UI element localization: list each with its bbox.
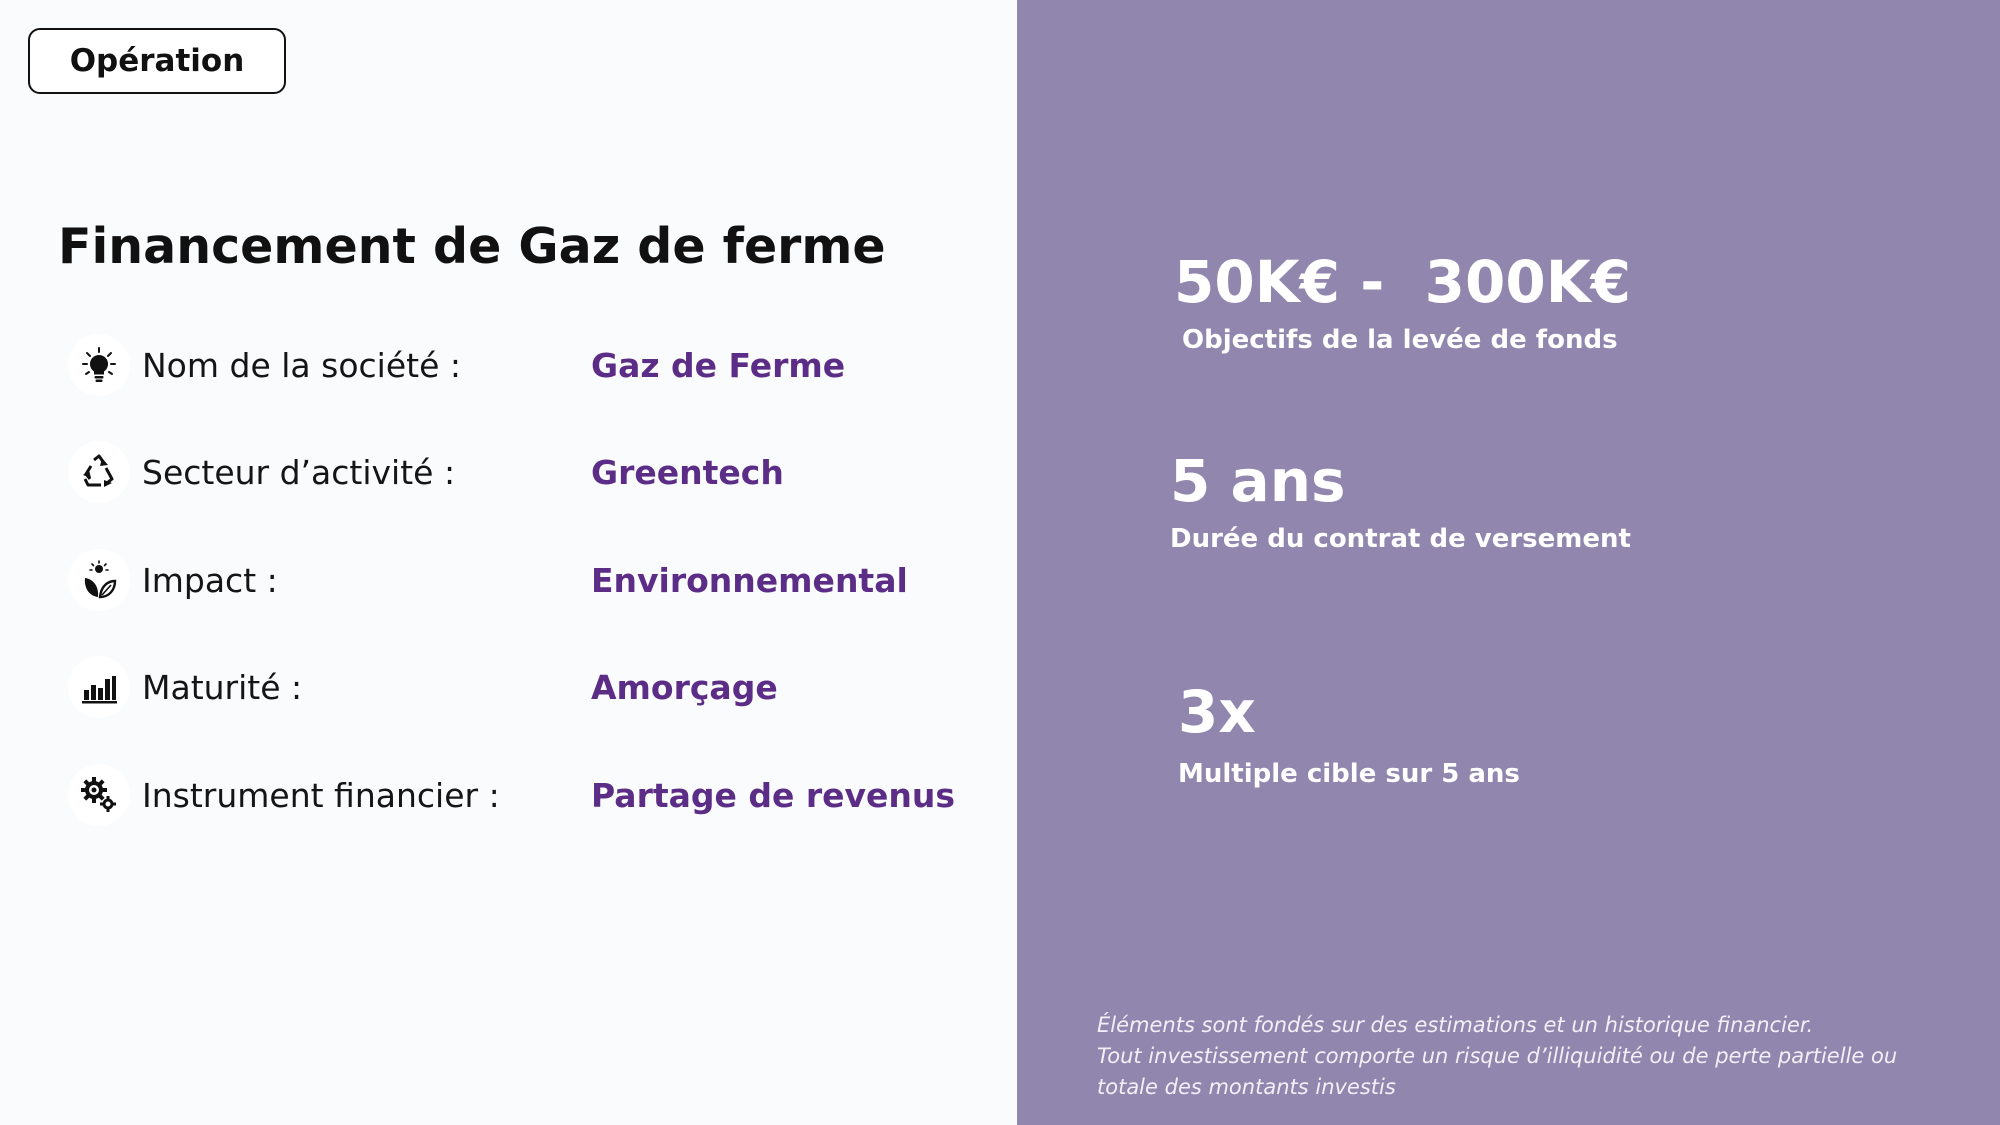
metric-value: 50K€ - 300K€ [1174,248,1632,316]
row-label: Impact : [142,561,278,600]
info-row-maturity [68,656,968,720]
info-row-instrument [68,764,968,828]
metric-caption: Durée du contrat de versement [1170,524,1631,554]
disclaimer-line: Éléments sont fondés sur des estimations et un historique financier. [1097,1013,1814,1037]
lightbulb-icon [68,334,130,396]
disclaimer-line: totale des montants investis [1097,1075,1396,1099]
disclaimer-line: Tout investissement comporte un risque d’illiquidité ou de perte partielle ou [1097,1044,1898,1068]
row-label: Instrument financier : [142,776,500,815]
row-value: Environnemental [591,561,908,600]
row-value: Greentech [591,453,784,492]
bar-chart-icon [68,656,130,718]
page-title: Financement de Gaz de ferme [58,218,886,275]
section-tag [28,28,286,94]
metric-caption: Multiple cible sur 5 ans [1178,759,1520,789]
gears-icon [68,764,130,826]
info-row-sector [68,441,968,505]
right-panel [1017,0,2000,1125]
row-label: Secteur d’activité : [142,453,456,492]
metric-fundraising [1174,248,1632,355]
metric-duration [1170,447,1631,554]
row-value: Gaz de Ferme [591,346,846,385]
row-value: Partage de revenus [591,776,956,815]
info-row-impact [68,549,968,613]
metric-caption: Objectifs de la levée de fonds [1182,325,1618,355]
disclaimer [1097,1010,1957,1103]
row-value: Amorçage [591,668,778,707]
metric-multiple [1178,678,1520,789]
info-row-company [68,334,968,398]
row-label: Nom de la société : [142,346,461,385]
recycle-icon [68,441,130,503]
sun-leaf-icon [68,549,130,611]
row-label: Maturité : [142,668,303,707]
section-tag-label: Opération [69,43,245,79]
metric-value: 3x [1178,678,1256,746]
metric-value: 5 ans [1170,447,1346,515]
